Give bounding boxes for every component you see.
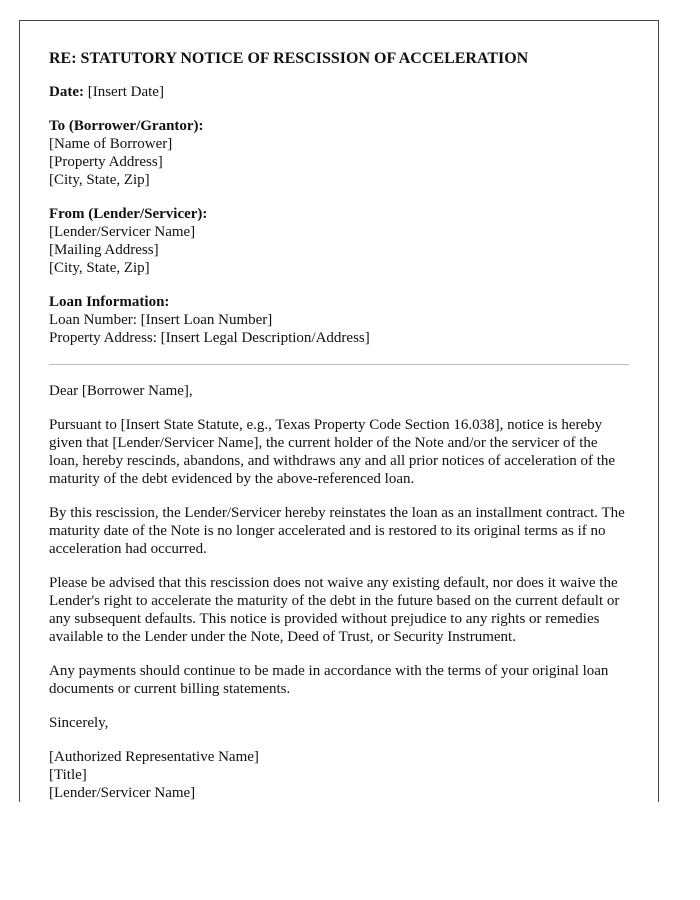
date-value: [Insert Date] (87, 84, 164, 100)
date-label: Date: (49, 84, 84, 100)
from-label: From (Lender/Servicer): (49, 206, 208, 222)
letter-page (19, 20, 659, 802)
to-label: To (Borrower/Grantor): (49, 118, 204, 134)
from-line: [Lender/Servicer Name] (49, 224, 196, 240)
to-line: [Name of Borrower] (49, 136, 173, 152)
from-line: [City, State, Zip] (49, 260, 150, 276)
to-block (49, 117, 629, 189)
signature-line: [Authorized Representative Name] (49, 749, 259, 765)
letter-title: RE: STATUTORY NOTICE OF RESCISSION OF ACCELERATION (49, 50, 529, 67)
signature-line: [Title] (49, 767, 87, 783)
body-paragraph: Pursuant to [Insert State Statute, e.g., Texas Property Code Section 16.038], notice is hereby given that [Lender/Servicer Name], the current holder of the Note and/or the servicer of the loan, hereby rescinds, abandons, and withdraws any and all prior notices of acceleration of the maturity of the debt evidenced by the above-referenced loan. (49, 417, 616, 487)
body-paragraph: Any payments should continue to be made in accordance with the terms of your original loan documents or current billing statements. (49, 663, 609, 697)
signature-line: [Lender/Servicer Name] (49, 785, 196, 801)
signature-block (49, 748, 629, 802)
to-line: [City, State, Zip] (49, 172, 150, 188)
loan-line: Property Address: [Insert Legal Description/Address] (49, 330, 370, 346)
salutation: Dear [Borrower Name], (49, 383, 193, 399)
body-paragraph: Please be advised that this rescission does not waive any existing default, nor does it waive the Lender's right to accelerate the maturity of the debt in the future based on the current default or any subsequent defaults. This notice is provided without prejudice to any rights or remedies available to the Lender under the Note, Deed of Trust, or Security Instrument. (49, 575, 620, 645)
from-block (49, 205, 629, 277)
loan-line: Loan Number: [Insert Loan Number] (49, 312, 273, 328)
to-line: [Property Address] (49, 154, 163, 170)
from-line: [Mailing Address] (49, 242, 159, 258)
divider (49, 364, 629, 365)
loan-label: Loan Information: (49, 294, 170, 310)
body-paragraph: By this rescission, the Lender/Servicer hereby reinstates the loan as an installment contract. The maturity date of the Note is no longer accelerated and is restored to its original terms as if no acceleration had occurred. (49, 505, 625, 557)
loan-block (49, 293, 629, 347)
closing: Sincerely, (49, 715, 109, 731)
date-block (49, 83, 629, 101)
